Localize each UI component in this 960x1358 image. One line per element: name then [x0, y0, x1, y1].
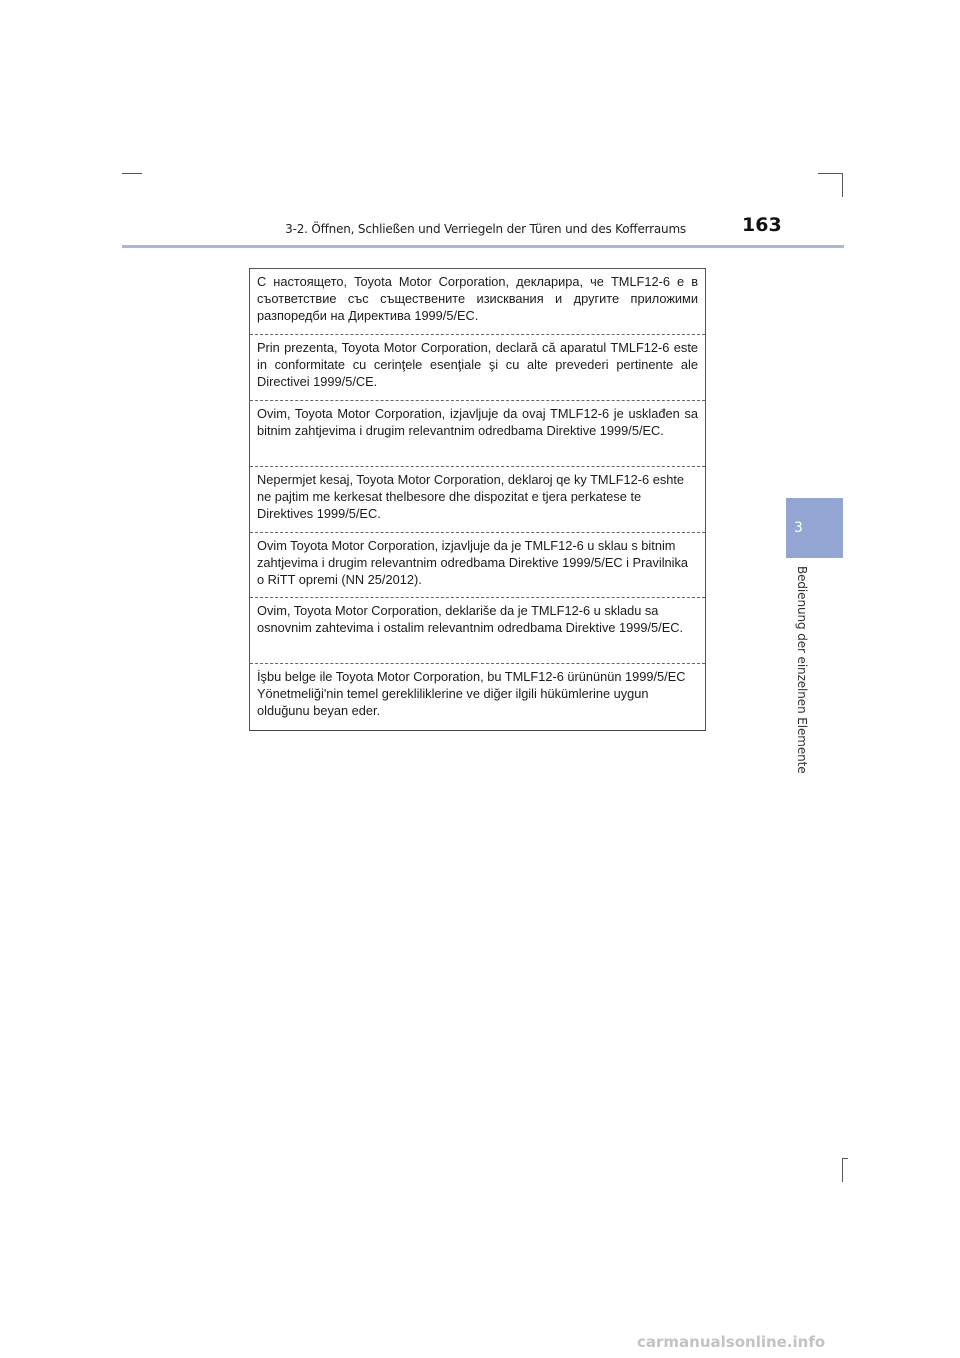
declaration-text: İşbu belge ile Toyota Motor Corporation, bu TMLF12-6 ürününün 1999/5/EC Yönetmeliği'nin temel gerekliliklerine ve diğer ilgili hükümlerine uygun olduğunu beyan eder. [257, 669, 686, 718]
crop-mark-top-right [818, 173, 842, 174]
running-header-title: 3-2. Öffnen, Schließen und Verriegeln der Türen und des Kofferraums [285, 222, 686, 236]
chapter-label: Bedienung der einzelnen Elemente [795, 566, 809, 774]
declaration-bosnian [250, 400, 705, 466]
declaration-text: Ovim, Toyota Motor Corporation, izjavljuje da ovaj TMLF12-6 je usklađen sa bitnim zahtjevima i drugim relevantnim odredbama Direktive 1999/5/EC. [257, 406, 698, 438]
crop-mark-bottom-right [842, 1158, 848, 1159]
declaration-text: Prin prezenta, Toyota Motor Corporation, declară că aparatul TMLF12-6 este in conformitate cu cerinţele esenţiale şi cu alte prevederi pertinente ale Directivei 1999/5/CE. [257, 340, 698, 389]
declaration-text: Ovim, Toyota Motor Corporation, deklariše da je TMLF12-6 u skladu sa osnovnim zahtevima i ostalim relevantnim odredbama Direktive 1999/5/EC. [257, 603, 684, 635]
declaration-text: Ovim Toyota Motor Corporation, izjavljuje da je TMLF12-6 u sklau s bitnim zahtjevima i drugim relevantnim odredbama Direktive 1999/5/EC i Pravilnika o RiTT opremi (NN 25/2012). [257, 538, 689, 587]
chapter-tab [786, 498, 843, 558]
declaration-croatian [250, 532, 705, 597]
chapter-label-container [786, 566, 843, 774]
crop-mark-bottom-right-vertical [842, 1158, 843, 1182]
declaration-romanian [250, 334, 705, 400]
header-rule [122, 245, 844, 248]
declaration-albanian [250, 466, 705, 532]
declarations-table [249, 268, 706, 731]
declaration-turkish [250, 663, 705, 729]
footer-watermark: carmanualsonline.info [637, 1333, 826, 1351]
declaration-bulgarian [250, 268, 705, 334]
chapter-number: 3 [794, 520, 803, 536]
crop-mark-top-right-vertical [842, 173, 843, 197]
declaration-text: Nepermjet kesaj, Toyota Motor Corporation, deklaroj qe ky TMLF12-6 eshte ne pajtim me kerkesat thelbesore dhe dispozitat e tjera perkatese te Direktives 1999/5/EC. [257, 472, 685, 521]
declaration-text: С настоящето, Toyota Motor Corporation, декларира, че TMLF12-6 е в съответствие със съществените изисквания и другите приложими разпоредби на Директива 1999/5/ЕС. [257, 274, 698, 323]
page-number: 163 [742, 214, 782, 236]
declaration-serbian [250, 597, 705, 663]
crop-mark-top-left [122, 173, 142, 174]
